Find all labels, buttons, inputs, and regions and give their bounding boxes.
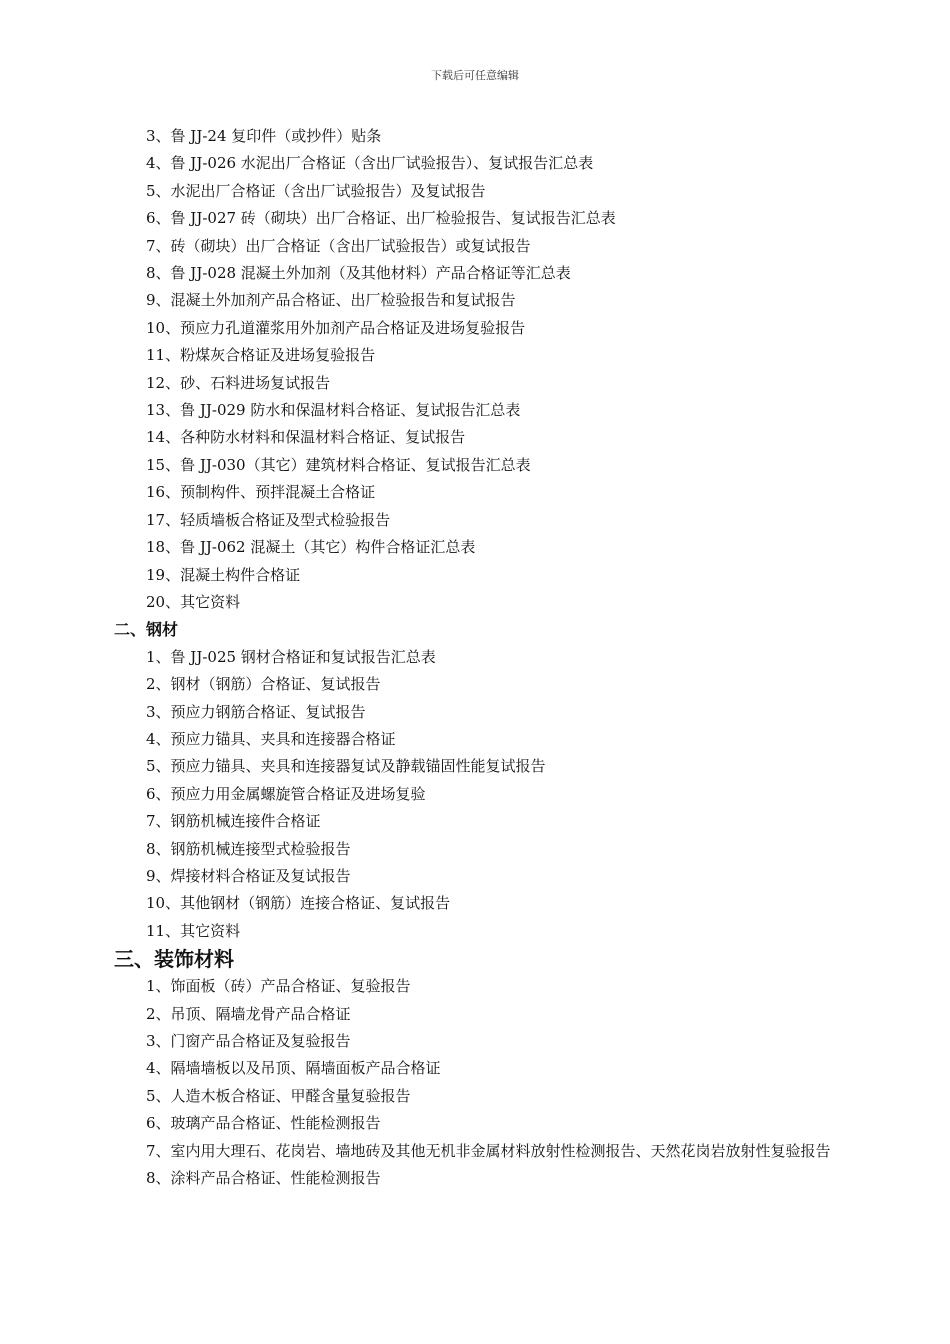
list-item: 13、鲁 JJ-029 防水和保温材料合格证、复试报告汇总表	[146, 401, 521, 420]
list-item: 2、吊顶、隔墙龙骨产品合格证	[146, 1004, 351, 1023]
list-item: 5、预应力锚具、夹具和连接器复试及静载锚固性能复试报告	[146, 757, 546, 776]
list-item: 6、鲁 JJ-027 砖（砌块）出厂合格证、出厂检验报告、复试报告汇总表	[146, 209, 616, 228]
list-item: 16、预制构件、预拌混凝土合格证	[146, 483, 376, 502]
list-item: 11、其它资料	[146, 921, 241, 940]
list-item: 8、鲁 JJ-028 混凝土外加剂（及其他材料）产品合格证等汇总表	[146, 264, 571, 283]
list-item: 1、鲁 JJ-025 钢材合格证和复试报告汇总表	[146, 647, 436, 666]
list-item: 4、鲁 JJ-026 水泥出厂合格证（含出厂试验报告）、复试报告汇总表	[146, 154, 594, 173]
section-heading-steel: 二、钢材	[114, 620, 179, 640]
list-item: 9、混凝土外加剂产品合格证、出厂检验报告和复试报告	[146, 291, 516, 310]
list-item: 8、涂料产品合格证、性能检测报告	[146, 1168, 381, 1187]
list-item: 15、鲁 JJ-030（其它）建筑材料合格证、复试报告汇总表	[146, 455, 531, 474]
list-item: 3、鲁 JJ-24 复印件（或抄件）贴条	[146, 127, 382, 145]
list-item: 11、粉煤灰合格证及进场复验报告	[146, 346, 376, 365]
list-item: 17、轻质墙板合格证及型式检验报告	[146, 510, 391, 529]
list-item: 3、预应力钢筋合格证、复试报告	[146, 702, 366, 721]
list-item: 7、砖（砌块）出厂合格证（含出厂试验报告）或复试报告	[146, 236, 531, 255]
list-item: 5、水泥出厂合格证（含出厂试验报告）及复试报告	[146, 181, 486, 200]
list-item: 4、预应力锚具、夹具和连接器合格证	[146, 729, 396, 748]
list-item: 5、人造木板合格证、甲醛含量复验报告	[146, 1086, 411, 1105]
list-item: 6、玻璃产品合格证、性能检测报告	[146, 1114, 381, 1133]
list-item: 7、室内用大理石、花岗岩、墙地砖及其他无机非金属材料放射性检测报告、天然花岗岩放射性复验报告	[146, 1141, 831, 1160]
list-item: 14、各种防水材料和保温材料合格证、复试报告	[146, 428, 466, 447]
list-item: 12、砂、石料进场复试报告	[146, 373, 331, 392]
document-body	[114, 123, 838, 1192]
list-item: 1、饰面板（砖）产品合格证、复验报告	[146, 977, 411, 996]
list-item: 6、预应力用金属螺旋管合格证及进场复验	[146, 784, 426, 803]
list-item: 10、预应力孔道灌浆用外加剂产品合格证及进场复验报告	[146, 318, 526, 337]
list-item: 4、隔墙墙板以及吊顶、隔墙面板产品合格证	[146, 1059, 441, 1078]
list-item: 10、其他钢材（钢筋）连接合格证、复试报告	[146, 894, 451, 913]
page-header: 下载后可任意编辑	[431, 69, 519, 82]
list-item: 2、钢材（钢筋）合格证、复试报告	[146, 675, 381, 694]
section1-list	[114, 123, 838, 616]
list-item: 18、鲁 JJ-062 混凝土（其它）构件合格证汇总表	[146, 538, 476, 557]
list-item: 19、混凝土构件合格证	[146, 565, 301, 584]
section-heading-decoration: 三、装饰材料	[114, 947, 234, 972]
list-item: 3、门窗产品合格证及复验报告	[146, 1032, 351, 1050]
list-item: 7、钢筋机械连接件合格证	[146, 812, 321, 831]
section2-list	[114, 644, 838, 945]
list-item: 20、其它资料	[146, 592, 241, 611]
list-item: 8、钢筋机械连接型式检验报告	[146, 839, 351, 858]
list-item: 9、焊接材料合格证及复试报告	[146, 866, 351, 885]
section3-list	[114, 973, 838, 1192]
